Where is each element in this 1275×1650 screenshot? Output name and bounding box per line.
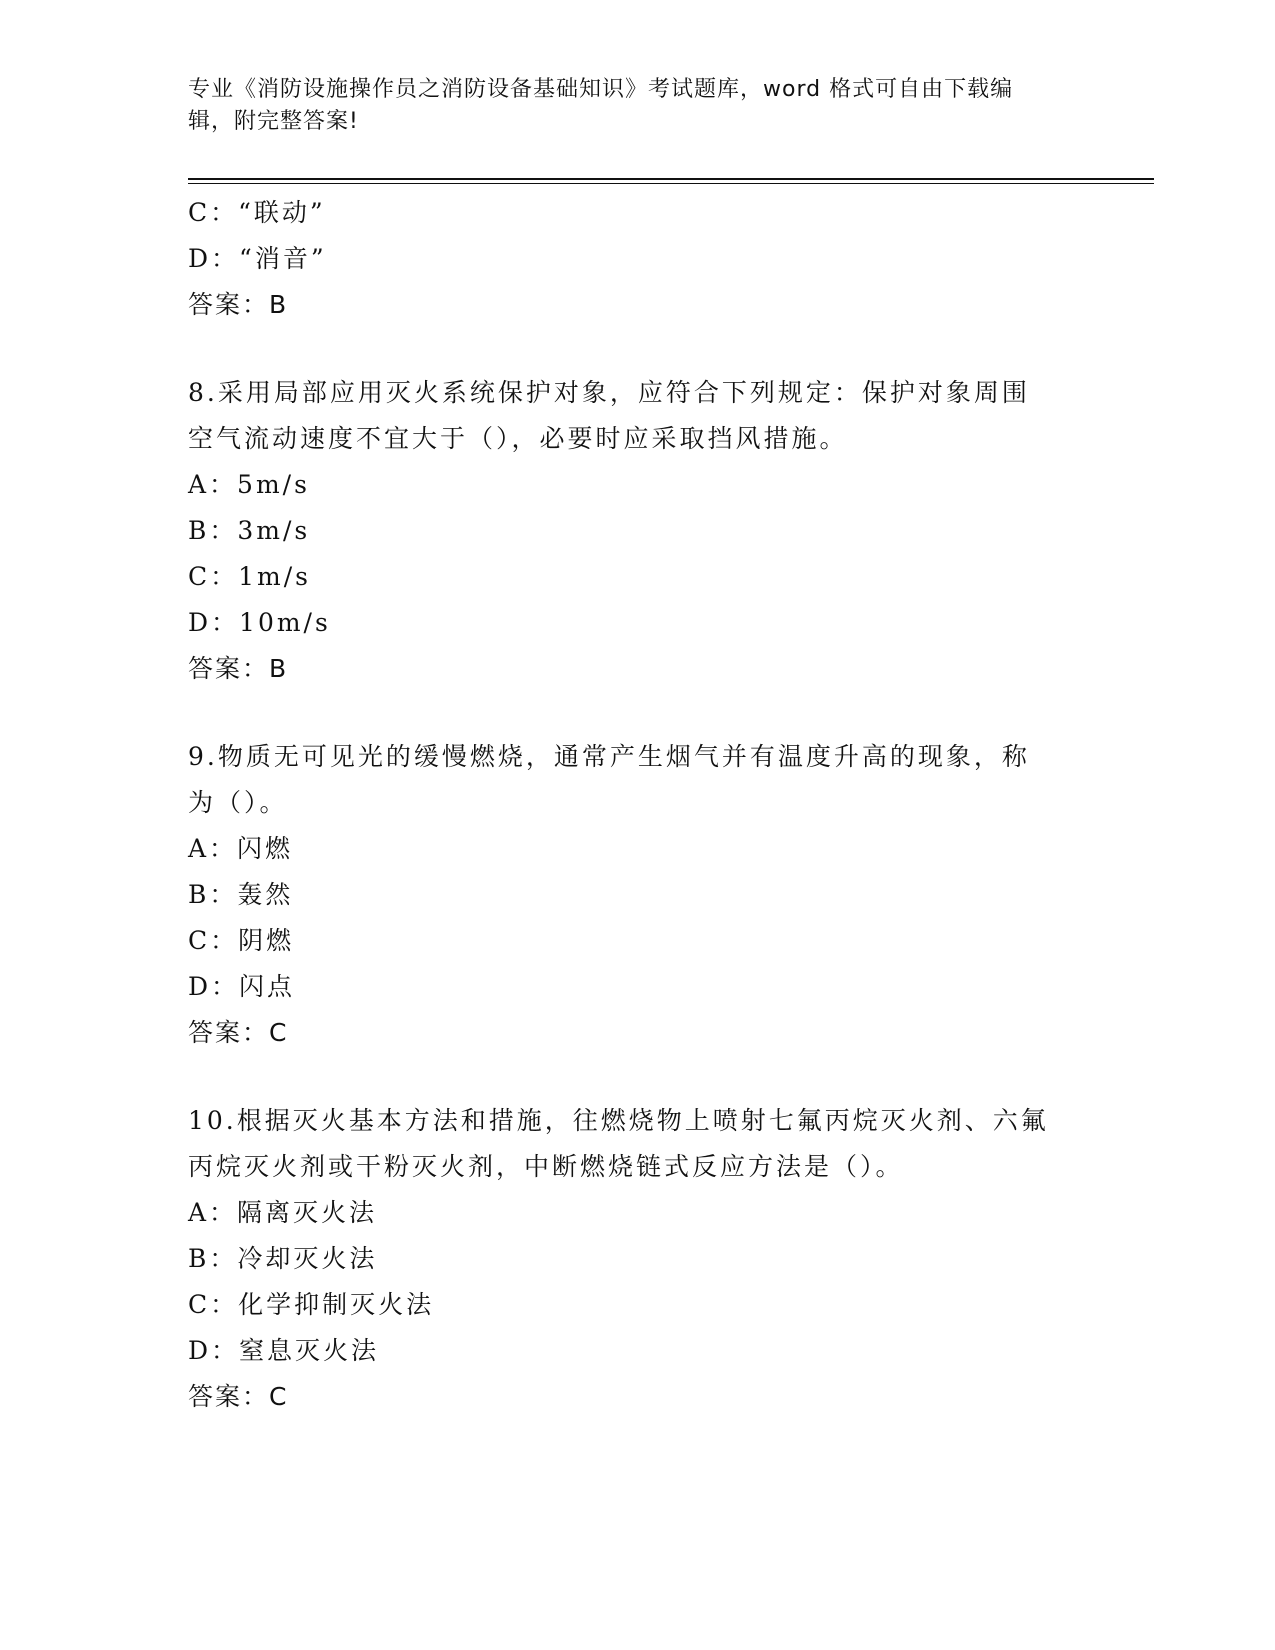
question-10 (188, 1098, 1088, 1420)
question-fragment (188, 190, 1088, 328)
answer-line: 答案：B (188, 290, 289, 319)
option-b: B：轰然 (188, 880, 294, 909)
option-a: A：隔离灭火法 (188, 1198, 378, 1227)
option-d: D：“消音” (188, 244, 327, 273)
option-b: B：冷却灭火法 (188, 1244, 378, 1273)
option-d: D：10m/s (188, 608, 331, 637)
option-c: C：“联动” (188, 198, 326, 227)
question-stem-line: 为（）。 (188, 788, 288, 817)
question-9 (188, 734, 1088, 1056)
question-stem-line: 10.根据灭火基本方法和措施，往燃烧物上喷射七氟丙烷灭火剂、六氟 (188, 1106, 1049, 1135)
header-rule-thin (188, 183, 1154, 184)
question-stem-line: 8.采用局部应用灭火系统保护对象，应符合下列规定：保护对象周围 (188, 378, 1030, 407)
question-stem-line: 丙烷灭火剂或干粉灭火剂，中断燃烧链式反应方法是（）。 (188, 1152, 904, 1181)
question-stem-line: 9.物质无可见光的缓慢燃烧，通常产生烟气并有温度升高的现象，称 (188, 742, 1030, 771)
spacer (188, 1056, 1088, 1098)
option-c: C：化学抑制灭火法 (188, 1290, 435, 1319)
spacer (188, 692, 1088, 734)
spacer (188, 328, 1088, 370)
header-line-1: 专业《消防设施操作员之消防设备基础知识》考试题库，word 格式可自由下载编 (188, 77, 1014, 102)
answer-line: 答案：B (188, 654, 289, 683)
option-d: D：窒息灭火法 (188, 1336, 380, 1365)
question-stem-line: 空气流动速度不宜大于（），必要时应采取挡风措施。 (188, 424, 848, 453)
header-rule-thick (188, 178, 1154, 180)
answer-line: 答案：C (188, 1382, 289, 1411)
question-8 (188, 370, 1088, 692)
page-header (188, 74, 1068, 138)
option-a: A：闪燃 (188, 834, 294, 863)
answer-line: 答案：C (188, 1018, 289, 1047)
option-c: C：阴燃 (188, 926, 295, 955)
option-c: C：1m/s (188, 562, 311, 591)
header-line-2: 辑，附完整答案! (188, 109, 359, 134)
option-b: B：3m/s (188, 516, 311, 545)
option-a: A：5m/s (188, 470, 310, 499)
question-list (188, 190, 1088, 1420)
option-d: D：闪点 (188, 972, 296, 1001)
